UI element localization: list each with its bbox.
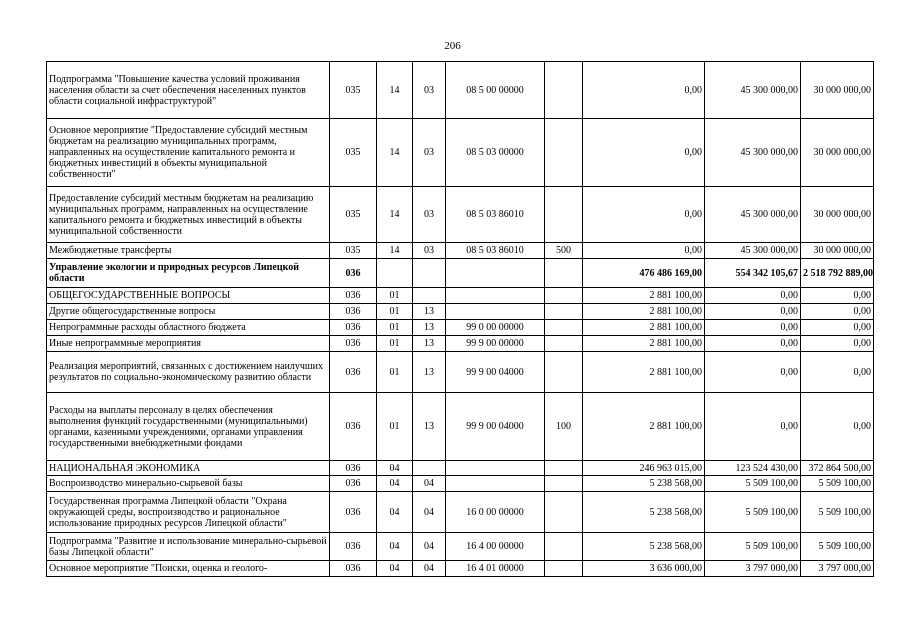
cell-name: Другие общегосударственные вопросы	[47, 304, 330, 320]
cell-razdel: 04	[377, 476, 413, 492]
cell-csr	[446, 461, 545, 476]
cell-razdel: 01	[377, 288, 413, 304]
cell-vr	[545, 62, 583, 119]
cell-ved: 036	[330, 336, 377, 352]
table-row	[47, 243, 874, 259]
cell-ved: 036	[330, 352, 377, 393]
cell-sum-2: 123 524 430,00	[705, 461, 801, 476]
cell-name: ОБЩЕГОСУДАРСТВЕННЫЕ ВОПРОСЫ	[47, 288, 330, 304]
cell-sum-1: 5 238 568,00	[583, 476, 705, 492]
cell-vr	[545, 533, 583, 561]
cell-sum-1: 5 238 568,00	[583, 533, 705, 561]
cell-sum-1: 2 881 100,00	[583, 288, 705, 304]
cell-razdel	[377, 259, 413, 288]
cell-podrazdel	[413, 259, 446, 288]
cell-sum-2: 0,00	[705, 336, 801, 352]
cell-podrazdel: 03	[413, 62, 446, 119]
cell-sum-3: 30 000 000,00	[801, 243, 874, 259]
cell-podrazdel: 13	[413, 352, 446, 393]
cell-sum-1: 5 238 568,00	[583, 492, 705, 533]
cell-sum-1: 2 881 100,00	[583, 352, 705, 393]
cell-razdel: 04	[377, 561, 413, 577]
cell-sum-3: 5 509 100,00	[801, 492, 874, 533]
cell-razdel: 14	[377, 62, 413, 119]
cell-sum-2: 0,00	[705, 288, 801, 304]
cell-sum-3: 0,00	[801, 320, 874, 336]
cell-csr	[446, 476, 545, 492]
cell-podrazdel: 03	[413, 187, 446, 243]
cell-ved: 036	[330, 492, 377, 533]
cell-podrazdel: 13	[413, 393, 446, 461]
cell-sum-2: 5 509 100,00	[705, 492, 801, 533]
cell-podrazdel: 04	[413, 561, 446, 577]
cell-sum-1: 2 881 100,00	[583, 320, 705, 336]
cell-razdel: 01	[377, 336, 413, 352]
cell-sum-3: 30 000 000,00	[801, 62, 874, 119]
cell-sum-2: 5 509 100,00	[705, 533, 801, 561]
cell-sum-2: 45 300 000,00	[705, 62, 801, 119]
cell-sum-1: 246 963 015,00	[583, 461, 705, 476]
table-row	[47, 533, 874, 561]
cell-name: Подпрограмма "Развитие и использование минерально-сырьевой базы Липецкой области"	[47, 533, 330, 561]
cell-sum-2: 3 797 000,00	[705, 561, 801, 577]
cell-podrazdel	[413, 288, 446, 304]
cell-razdel: 01	[377, 320, 413, 336]
cell-vr	[545, 119, 583, 187]
cell-csr: 99 9 00 04000	[446, 352, 545, 393]
cell-vr	[545, 492, 583, 533]
cell-ved: 036	[330, 461, 377, 476]
cell-name: Основное мероприятие "Поиски, оценка и геолого-	[47, 561, 330, 577]
cell-vr	[545, 336, 583, 352]
table-row	[47, 393, 874, 461]
cell-csr: 99 9 00 04000	[446, 393, 545, 461]
cell-vr	[545, 561, 583, 577]
cell-csr	[446, 288, 545, 304]
cell-ved: 036	[330, 393, 377, 461]
cell-name: Государственная программа Липецкой области "Охрана окружающей среды, воспроизводство и рациональное использование природных ресурсов Липецкой области"	[47, 492, 330, 533]
cell-sum-3: 2 518 792 889,00	[801, 259, 874, 288]
cell-vr	[545, 288, 583, 304]
table-row	[47, 336, 874, 352]
cell-razdel: 01	[377, 393, 413, 461]
cell-sum-2: 0,00	[705, 320, 801, 336]
table-row	[47, 352, 874, 393]
cell-razdel: 04	[377, 461, 413, 476]
table-row	[47, 62, 874, 119]
cell-podrazdel: 04	[413, 533, 446, 561]
cell-csr: 08 5 03 86010	[446, 187, 545, 243]
cell-name: Основное мероприятие "Предоставление субсидий местным бюджетам на реализацию муниципальных программ, направленных на осуществление капитального ремонта и бюджетных инвестиций в объекты муниципальной собственности"	[47, 119, 330, 187]
table-row	[47, 187, 874, 243]
cell-ved: 036	[330, 259, 377, 288]
cell-podrazdel: 13	[413, 336, 446, 352]
table-row	[47, 304, 874, 320]
cell-csr: 08 5 00 00000	[446, 62, 545, 119]
cell-sum-1: 0,00	[583, 243, 705, 259]
cell-csr	[446, 259, 545, 288]
cell-sum-3: 0,00	[801, 393, 874, 461]
cell-sum-3: 0,00	[801, 336, 874, 352]
cell-sum-2: 45 300 000,00	[705, 119, 801, 187]
cell-sum-1: 0,00	[583, 119, 705, 187]
cell-vr	[545, 304, 583, 320]
table-body	[47, 62, 874, 577]
cell-razdel: 14	[377, 119, 413, 187]
cell-vr	[545, 476, 583, 492]
cell-ved: 036	[330, 561, 377, 577]
cell-razdel: 01	[377, 304, 413, 320]
cell-razdel: 04	[377, 492, 413, 533]
cell-sum-3: 5 509 100,00	[801, 533, 874, 561]
cell-csr: 16 4 00 00000	[446, 533, 545, 561]
cell-sum-1: 476 486 169,00	[583, 259, 705, 288]
cell-vr: 100	[545, 393, 583, 461]
table-row	[47, 259, 874, 288]
cell-name: Расходы на выплаты персоналу в целях обеспечения выполнения функций государственными (муниципальными) органами, казенными учреждениями, органами управления государственными внебюджетными фондами	[47, 393, 330, 461]
cell-vr	[545, 259, 583, 288]
cell-sum-1: 3 636 000,00	[583, 561, 705, 577]
cell-razdel: 14	[377, 243, 413, 259]
cell-podrazdel: 13	[413, 304, 446, 320]
budget-table	[46, 61, 874, 577]
cell-name: Межбюджетные трансферты	[47, 243, 330, 259]
cell-sum-2: 5 509 100,00	[705, 476, 801, 492]
cell-sum-3: 5 509 100,00	[801, 476, 874, 492]
cell-sum-3: 3 797 000,00	[801, 561, 874, 577]
cell-podrazdel: 04	[413, 476, 446, 492]
cell-razdel: 04	[377, 533, 413, 561]
page-number: 206	[444, 40, 461, 52]
cell-sum-3: 30 000 000,00	[801, 119, 874, 187]
table-row	[47, 288, 874, 304]
cell-sum-2: 0,00	[705, 352, 801, 393]
cell-name: НАЦИОНАЛЬНАЯ ЭКОНОМИКА	[47, 461, 330, 476]
cell-vr	[545, 320, 583, 336]
cell-csr: 99 0 00 00000	[446, 320, 545, 336]
cell-ved: 036	[330, 533, 377, 561]
cell-ved: 035	[330, 187, 377, 243]
cell-sum-1: 0,00	[583, 187, 705, 243]
cell-podrazdel: 03	[413, 119, 446, 187]
cell-name: Подпрограмма "Повышение качества условий проживания населения области за счет обеспечения населенных пунктов области социальной инфраструктурой"	[47, 62, 330, 119]
cell-csr: 08 5 03 86010	[446, 243, 545, 259]
cell-sum-1: 2 881 100,00	[583, 336, 705, 352]
cell-vr	[545, 352, 583, 393]
cell-razdel: 14	[377, 187, 413, 243]
cell-sum-2: 554 342 105,67	[705, 259, 801, 288]
cell-name: Иные непрограммные мероприятия	[47, 336, 330, 352]
cell-podrazdel	[413, 461, 446, 476]
cell-podrazdel: 03	[413, 243, 446, 259]
table-row	[47, 561, 874, 577]
cell-ved: 035	[330, 119, 377, 187]
cell-sum-2: 0,00	[705, 393, 801, 461]
cell-sum-1: 2 881 100,00	[583, 304, 705, 320]
cell-vr	[545, 461, 583, 476]
cell-name: Воспроизводство минерально-сырьевой базы	[47, 476, 330, 492]
cell-csr: 99 9 00 00000	[446, 336, 545, 352]
cell-csr	[446, 304, 545, 320]
cell-csr: 16 0 00 00000	[446, 492, 545, 533]
cell-sum-1: 2 881 100,00	[583, 393, 705, 461]
cell-name: Предоставление субсидий местным бюджетам на реализацию муниципальных программ, направленных на осуществление капитального ремонта и бюджетных инвестиций в объекты муниципальной собственности	[47, 187, 330, 243]
table-row	[47, 476, 874, 492]
table-row	[47, 492, 874, 533]
cell-podrazdel: 04	[413, 492, 446, 533]
cell-sum-2: 45 300 000,00	[705, 187, 801, 243]
cell-sum-3: 0,00	[801, 304, 874, 320]
cell-sum-2: 0,00	[705, 304, 801, 320]
cell-sum-2: 45 300 000,00	[705, 243, 801, 259]
table-row	[47, 320, 874, 336]
cell-sum-3: 0,00	[801, 352, 874, 393]
cell-ved: 035	[330, 243, 377, 259]
cell-vr	[545, 187, 583, 243]
cell-csr: 16 4 01 00000	[446, 561, 545, 577]
cell-ved: 036	[330, 320, 377, 336]
cell-sum-3: 30 000 000,00	[801, 187, 874, 243]
table-row	[47, 119, 874, 187]
table-row	[47, 461, 874, 476]
cell-podrazdel: 13	[413, 320, 446, 336]
cell-ved: 036	[330, 304, 377, 320]
cell-vr: 500	[545, 243, 583, 259]
cell-ved: 036	[330, 476, 377, 492]
cell-razdel: 01	[377, 352, 413, 393]
cell-name: Реализация мероприятий, связанных с достижением наилучших результатов по социально-экономическому развитию области	[47, 352, 330, 393]
cell-ved: 036	[330, 288, 377, 304]
cell-sum-3: 0,00	[801, 288, 874, 304]
cell-csr: 08 5 03 00000	[446, 119, 545, 187]
cell-sum-1: 0,00	[583, 62, 705, 119]
cell-name: Управление экологии и природных ресурсов Липецкой области	[47, 259, 330, 288]
cell-sum-3: 372 864 500,00	[801, 461, 874, 476]
cell-ved: 035	[330, 62, 377, 119]
cell-name: Непрограммные расходы областного бюджета	[47, 320, 330, 336]
